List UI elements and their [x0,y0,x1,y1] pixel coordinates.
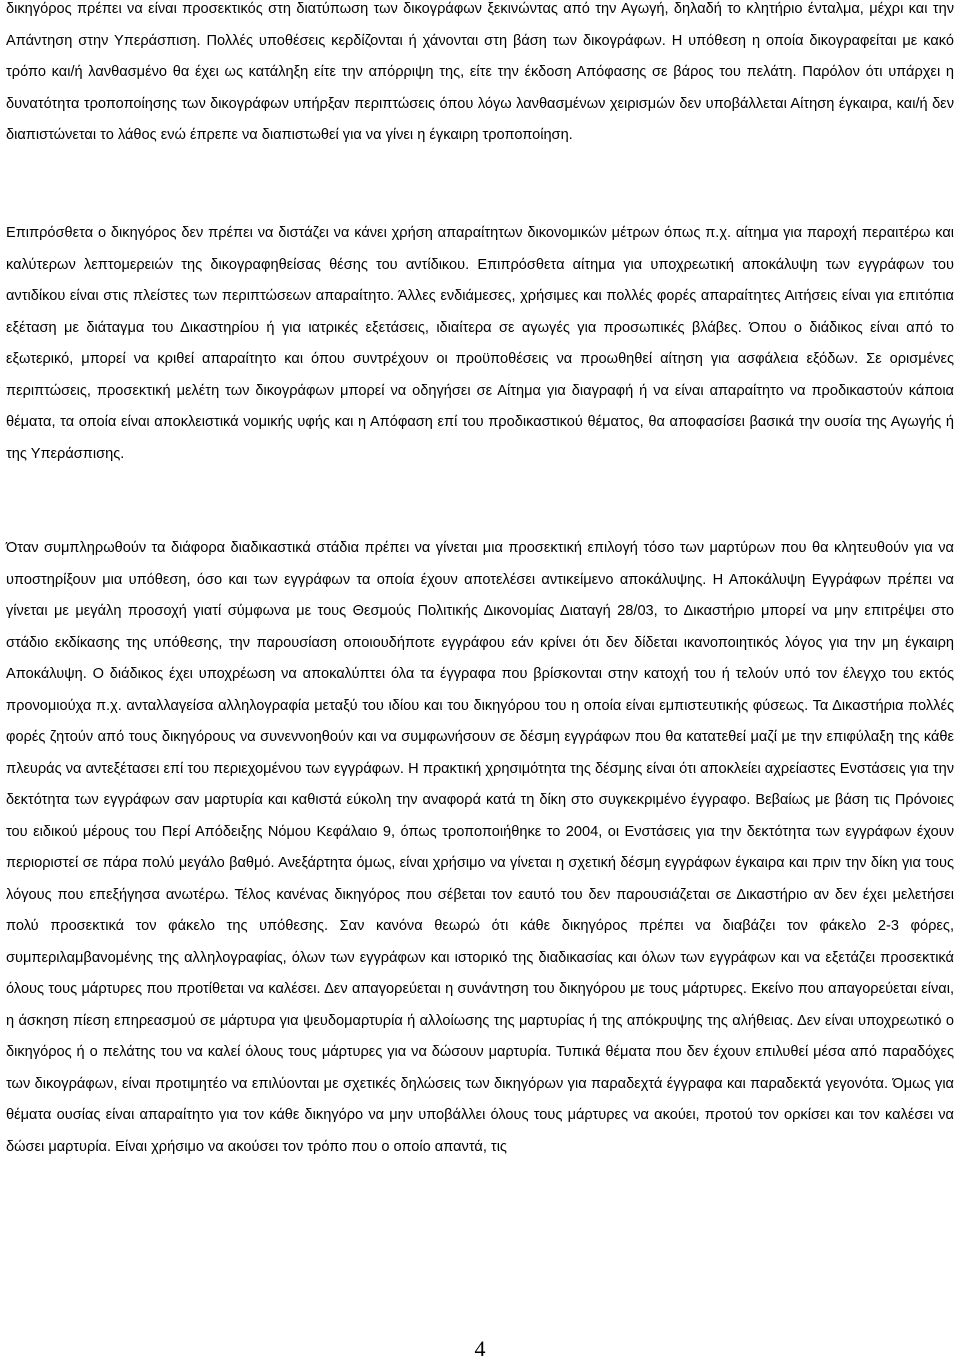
paragraph-1: δικηγόρος πρέπει να είναι προσεκτικός στη διατύπωση των δικογράφων ξεκινώντας από την Αγωγή, δηλαδή το κλητήριο ένταλμα, μέχρι και την Απάντηση στην Υπεράσπιση. Πολλές υποθέσεις κερδίζονται ή χάνονται στη βάση των δικογράφων. Η υπόθεση η οποία δικογραφείται με κακό τρόπο και/ή λανθασμένο θα έχει ως κατάληξη είτε την απόρριψη της, είτε την έκδοση Απόφασης σε βάρος του πελάτη. Παρόλον ότι υπάρχει η δυνατότητα τροποποίησης των δικογράφων υπήρξαν περιπτώσεις όπου λόγω λανθασμένων χειρισμών δεν υποβάλλεται Αίτηση έγκαιρα, και/ή δεν διαπιστώνεται το λάθος ενώ έπρεπε να διαπιστωθεί για να γίνει η έγκαιρη τροποποίηση. [6,1,954,143]
page-number: 4 [474,1336,486,1361]
paragraph-3: Όταν συμπληρωθούν τα διάφορα διαδικαστικά στάδια πρέπει να γίνεται μια προσεκτική επιλογή τόσο των μαρτύρων που θα κλητευθούν για να υποστηρίξουν μια υπόθεση, όσο και των εγγράφων τα οποία έχουν αποτελέσει αντικείμενο αποκάλυψης. Η Αποκάλυψη Εγγράφων πρέπει να γίνεται με μεγάλη προσοχή γιατί σύμφωνα με τους Θεσμούς Πολιτικής Δικονομίας Διαταγή 28/03, το Δικαστήριο μπορεί να μην επιτρέψει στο στάδιο εκδίκασης της υπόθεσης, την παρουσίαση οποιουδήποτε εγγράφου εάν κρίνει ότι δεν δίδεται ικανοποιητικός λόγος για την μη έγκαιρη Αποκάλυψη. Ο διάδικος έχει υποχρέωση να αποκαλύπτει όλα τα έγγραφα που βρίσκονται στην κατοχή του ή τελούν υπό τον έλεγχο του εκτός προνομιούχα π.χ. ανταλλαγείσα αλληλογραφία μεταξύ του ιδίου και του δικηγόρου του η οποία είναι εμπιστευτικής φύσεως. Τα Δικαστήρια πολλές φορές ζητούν από τους δικηγόρους να συνεννοηθούν και να συμφωνήσουν σε δέσμη εγγράφων που θα κατατεθεί μαζί με την επιφύλαξη της κάθε πλευράς να αντεξέτασει επί του περιεχομένου των εγγράφων. Η πρακτική χρησιμότητα της δέσμης είναι ότι αποκλείει αχρείαστες Ενστάσεις για την δεκτότητα των εγγράφων σαν μαρτυρία και καθιστά εύκολη την αναφορά κατά τη δίκη στο συγκεκριμένο έγγραφο. Βεβαίως με βάση τις Πρόνοιες του ειδικού μέρους του Περί Απόδειξης Νόμου Κεφάλαιο 9, όπως τροποποιήθηκε το 2004, οι Ενστάσεις για την δεκτότητα των εγγράφων έχουν περιοριστεί σε πάρα πολύ μεγάλο βαθμό. Ανεξάρτητα όμως, είναι χρήσιμο να γίνεται η σχετική δέσμη εγγράφων έγκαιρα και πριν την δίκη για τους λόγους που επεξήγησα ανωτέρω. Τέλος κανένας δικηγόρος που σέβεται τον εαυτό του δεν παρουσιάζεται σε Δικαστήριο αν δεν έχει μελετήσει πολύ προσεκτικά τον φάκελο της υπόθεσης. Σαν κανόνα θεωρώ ότι κάθε δικηγόρος πρέπει να διαβάζει τον φάκελο 2-3 φόρες, συμπεριλαμβανομένης της αλληλογραφίας, όλων των εγγράφων και ιστορικό της διαδικασίας και όλων των εγγράφων και να εξετάζει προσεκτικά όλους τους μάρτυρες που προτίθεται να καλέσει. Δεν απαγορεύεται η συνάντηση του δικηγόρου με τους μάρτυρες. Εκείνο που απαγορεύεται είναι, η άσκηση πίεση επηρεασμού σε μάρτυρα για ψευδομαρτυρία ή αλλοίωσης της μαρτυρίας ή της απόκρυψης της αλήθειας. Δεν είναι υποχρεωτικό ο δικηγόρος ή ο πελάτης του να καλεί όλους τους μάρτυρες για να δώσουν μαρτυρία. Τυπικά θέματα που δεν έχουν επιλυθεί μέσα από παραδόχες των δικογράφων, είναι προτιμητέο να επιλύονται με σχετικές δηλώσεις των δικηγόρων για παραδεχτά έγγραφα και παραδεκτά γεγονότα. Όμως για θέματα ουσίας είναι απαραίτητο για τον κάθε δικηγόρο να μην υποβάλλει όλους τους μάρτυρες να ακούει, προτού τον ορκίσει και τον καλέσει να δώσει μαρτυρία. Είναι χρήσιμο να ακούσει τον τρόπο που ο οποίο απαντά, τις [6,540,954,1155]
paragraph-2: Επιπρόσθετα ο δικηγόρος δεν πρέπει να διστάζει να κάνει χρήση απαραίτητων δικονομικών μέτρων όπως π.χ. αίτημα για παροχή περαιτέρω και καλύτερων λεπτομερειών της δικογραφηθείσας θέσης του αντίδικου. Επιπρόσθετα αίτημα για υποχρεωτική αποκάλυψη των εγγράφων του αντιδίκου είναι στις πλείστες των περιπτώσεων απαραίτητο. Άλλες ενδιάμεσες, χρήσιμες και πολλές φορές απαραίτητες Αιτήσεις είναι για επιτόπια εξέταση με διάταγμα του Δικαστηρίου ή για ιατρικές εξετάσεις, ιδιαίτερα σε αγωγές για προσωπικές βλάβες. Όπου ο διάδικος είναι από το εξωτερικό, μπορεί να κριθεί απαραίτητο και όπου συντρέχουν οι προϋποθέσεις να προωθηθεί αίτηση για ασφάλεια εξόδων. Σε ορισμένες περιπτώσεις, προσεκτική μελέτη των δικογράφων μπορεί να οδηγήσει σε Αίτημα για διαγραφή ή να είναι απαραίτητο να προδικαστούν κάποια θέματα, τα οποία είναι αποκλειστικά νομικής υφής και η Απόφαση επί του προδικαστικού θέματος, θα αποφασίσει βασικά την ουσία της Αγωγής ή της Υπεράσπισης. [6,225,954,462]
